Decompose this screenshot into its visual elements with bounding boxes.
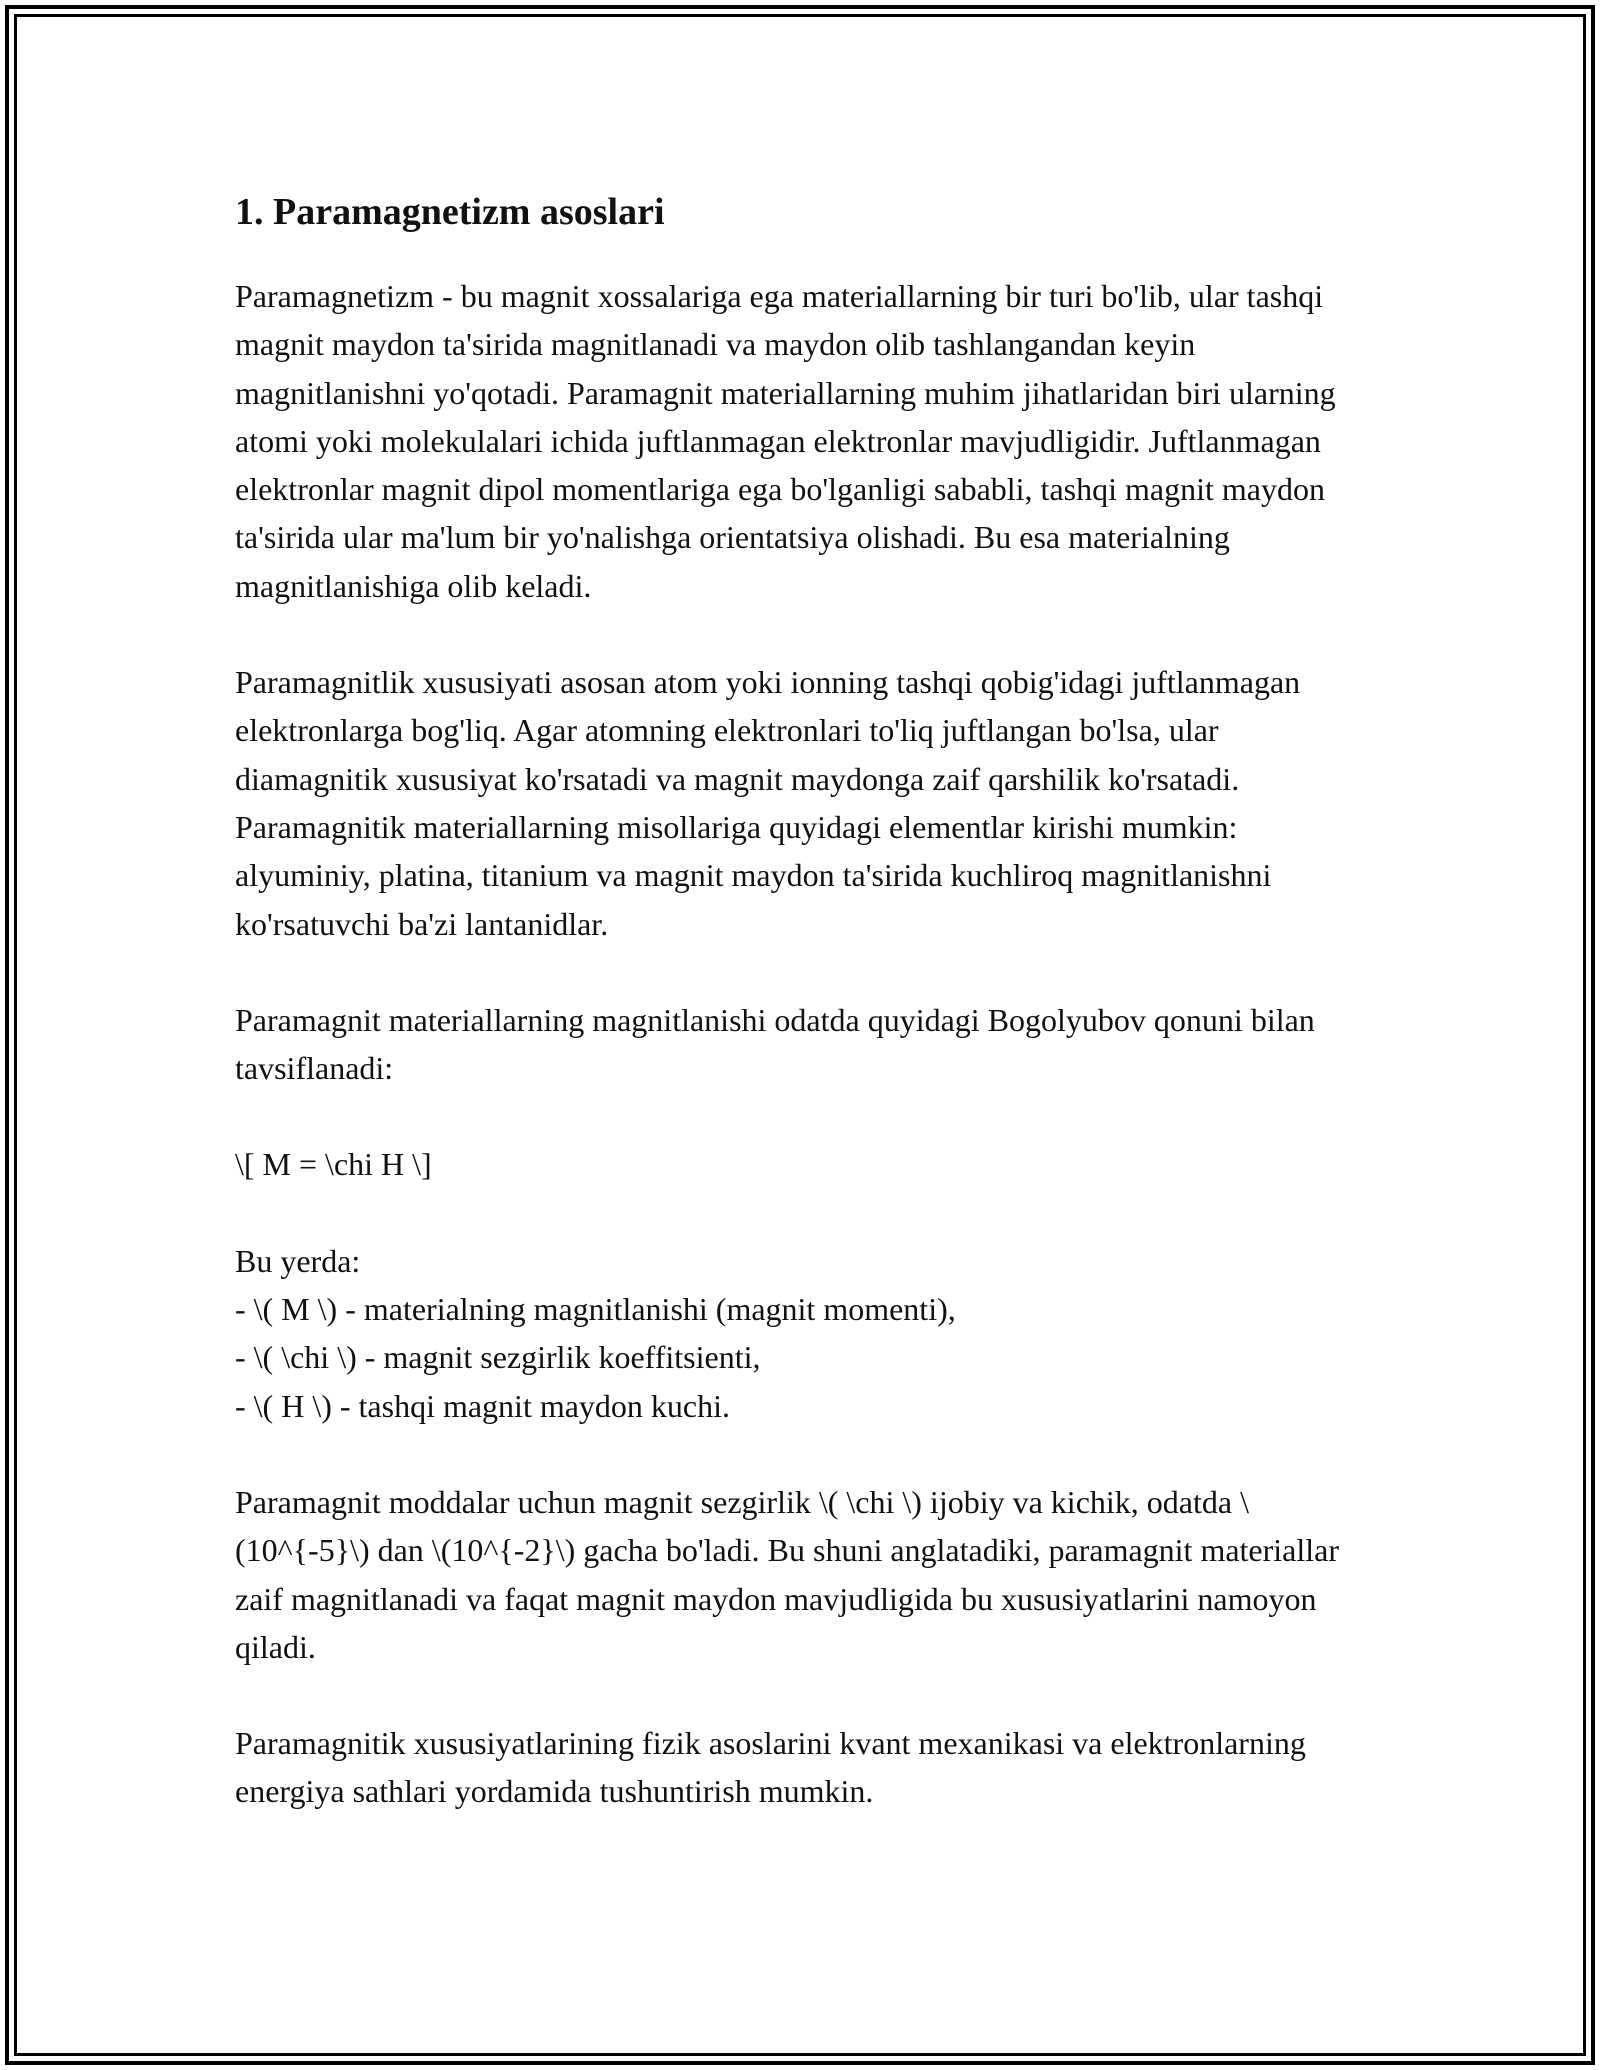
paragraph-unpaired-electrons: Paramagnitlik xususiyati asosan atom yoki ionning tashqi qobig'idagi juftlanmagan elektronlarga bog'liq. Agar atomning elektronlari to'liq juftlangan bo'lsa, ular diamagnitik xususiyat ko'rsatadi va magnit maydonga zaif qarshilik ko'rsatadi. Paramagnitik materiallarning misollariga quyidagi elementlar kirishi mumkin: alyuminiy, platina, titanium va magnit maydon ta'sirida kuchliroq magnitlanishni ko'rsatuvchi ba'zi lantanidlar. bbox=[235, 664, 1301, 942]
paragraph-intro: Paramagnetizm - bu magnit xossalariga ega materiallarning bir turi bo'lib, ular tashqi magnit maydon ta'sirida magnitlanadi va maydon olib tashlangandan keyin magnitlanishni yo'qotadi. Paramagnit materiallarning muhim jihatlaridan biri ularning atomi yoki molekulalari ichida juftlanmagan elektronlar mavjudligidir. Juftlanmagan elektronlar magnit dipol momentlariga ega bo'lganligi sababli, tashqi magnit maydon ta'sirida ular ma'lum bir yo'nalishga orientatsiya olishadi. Bu esa materialning magnitlanishiga olib keladi. bbox=[235, 278, 1336, 604]
definition-item: - \( M \) - materialning magnitlanishi (magnit momenti), bbox=[235, 1291, 956, 1328]
definition-item: - \( H \) - tashqi magnit maydon kuchi. bbox=[235, 1387, 731, 1424]
where-label: Bu yerda: bbox=[235, 1242, 361, 1279]
paragraph-susceptibility: Paramagnit moddalar uchun magnit sezgirlik \( \chi \) ijobiy va kichik, odatda \(10^{-5}\) dan \(10^{-2}\) gacha bo'ladi. Bu shuni anglatadiki, paramagnit materiallar zaif magnitlanadi va faqat magnit maydon mavjudligida bu xususiyatlarini namoyon qiladi. bbox=[235, 1483, 1340, 1665]
document-body bbox=[235, 186, 1365, 1864]
section-heading: 1. Paramagnetizm asoslari bbox=[235, 191, 665, 233]
paragraph-quantum: Paramagnitik xususiyatlarining fizik asoslarini kvant mexanikasi va elektronlarning energiya sathlari yordamida tushuntirish mumkin. bbox=[235, 1725, 1306, 1810]
paragraph-law-intro: Paramagnit materiallarning magnitlanishi odatda quyidagi Bogolyubov qonuni bilan tavsiflanadi: bbox=[235, 1001, 1315, 1087]
formula: \[ M = \chi H \] bbox=[235, 1146, 432, 1183]
definition-item: - \( \chi \) - magnit sezgirlik koeffitsienti, bbox=[235, 1339, 761, 1376]
definitions-block bbox=[235, 1237, 1365, 1430]
